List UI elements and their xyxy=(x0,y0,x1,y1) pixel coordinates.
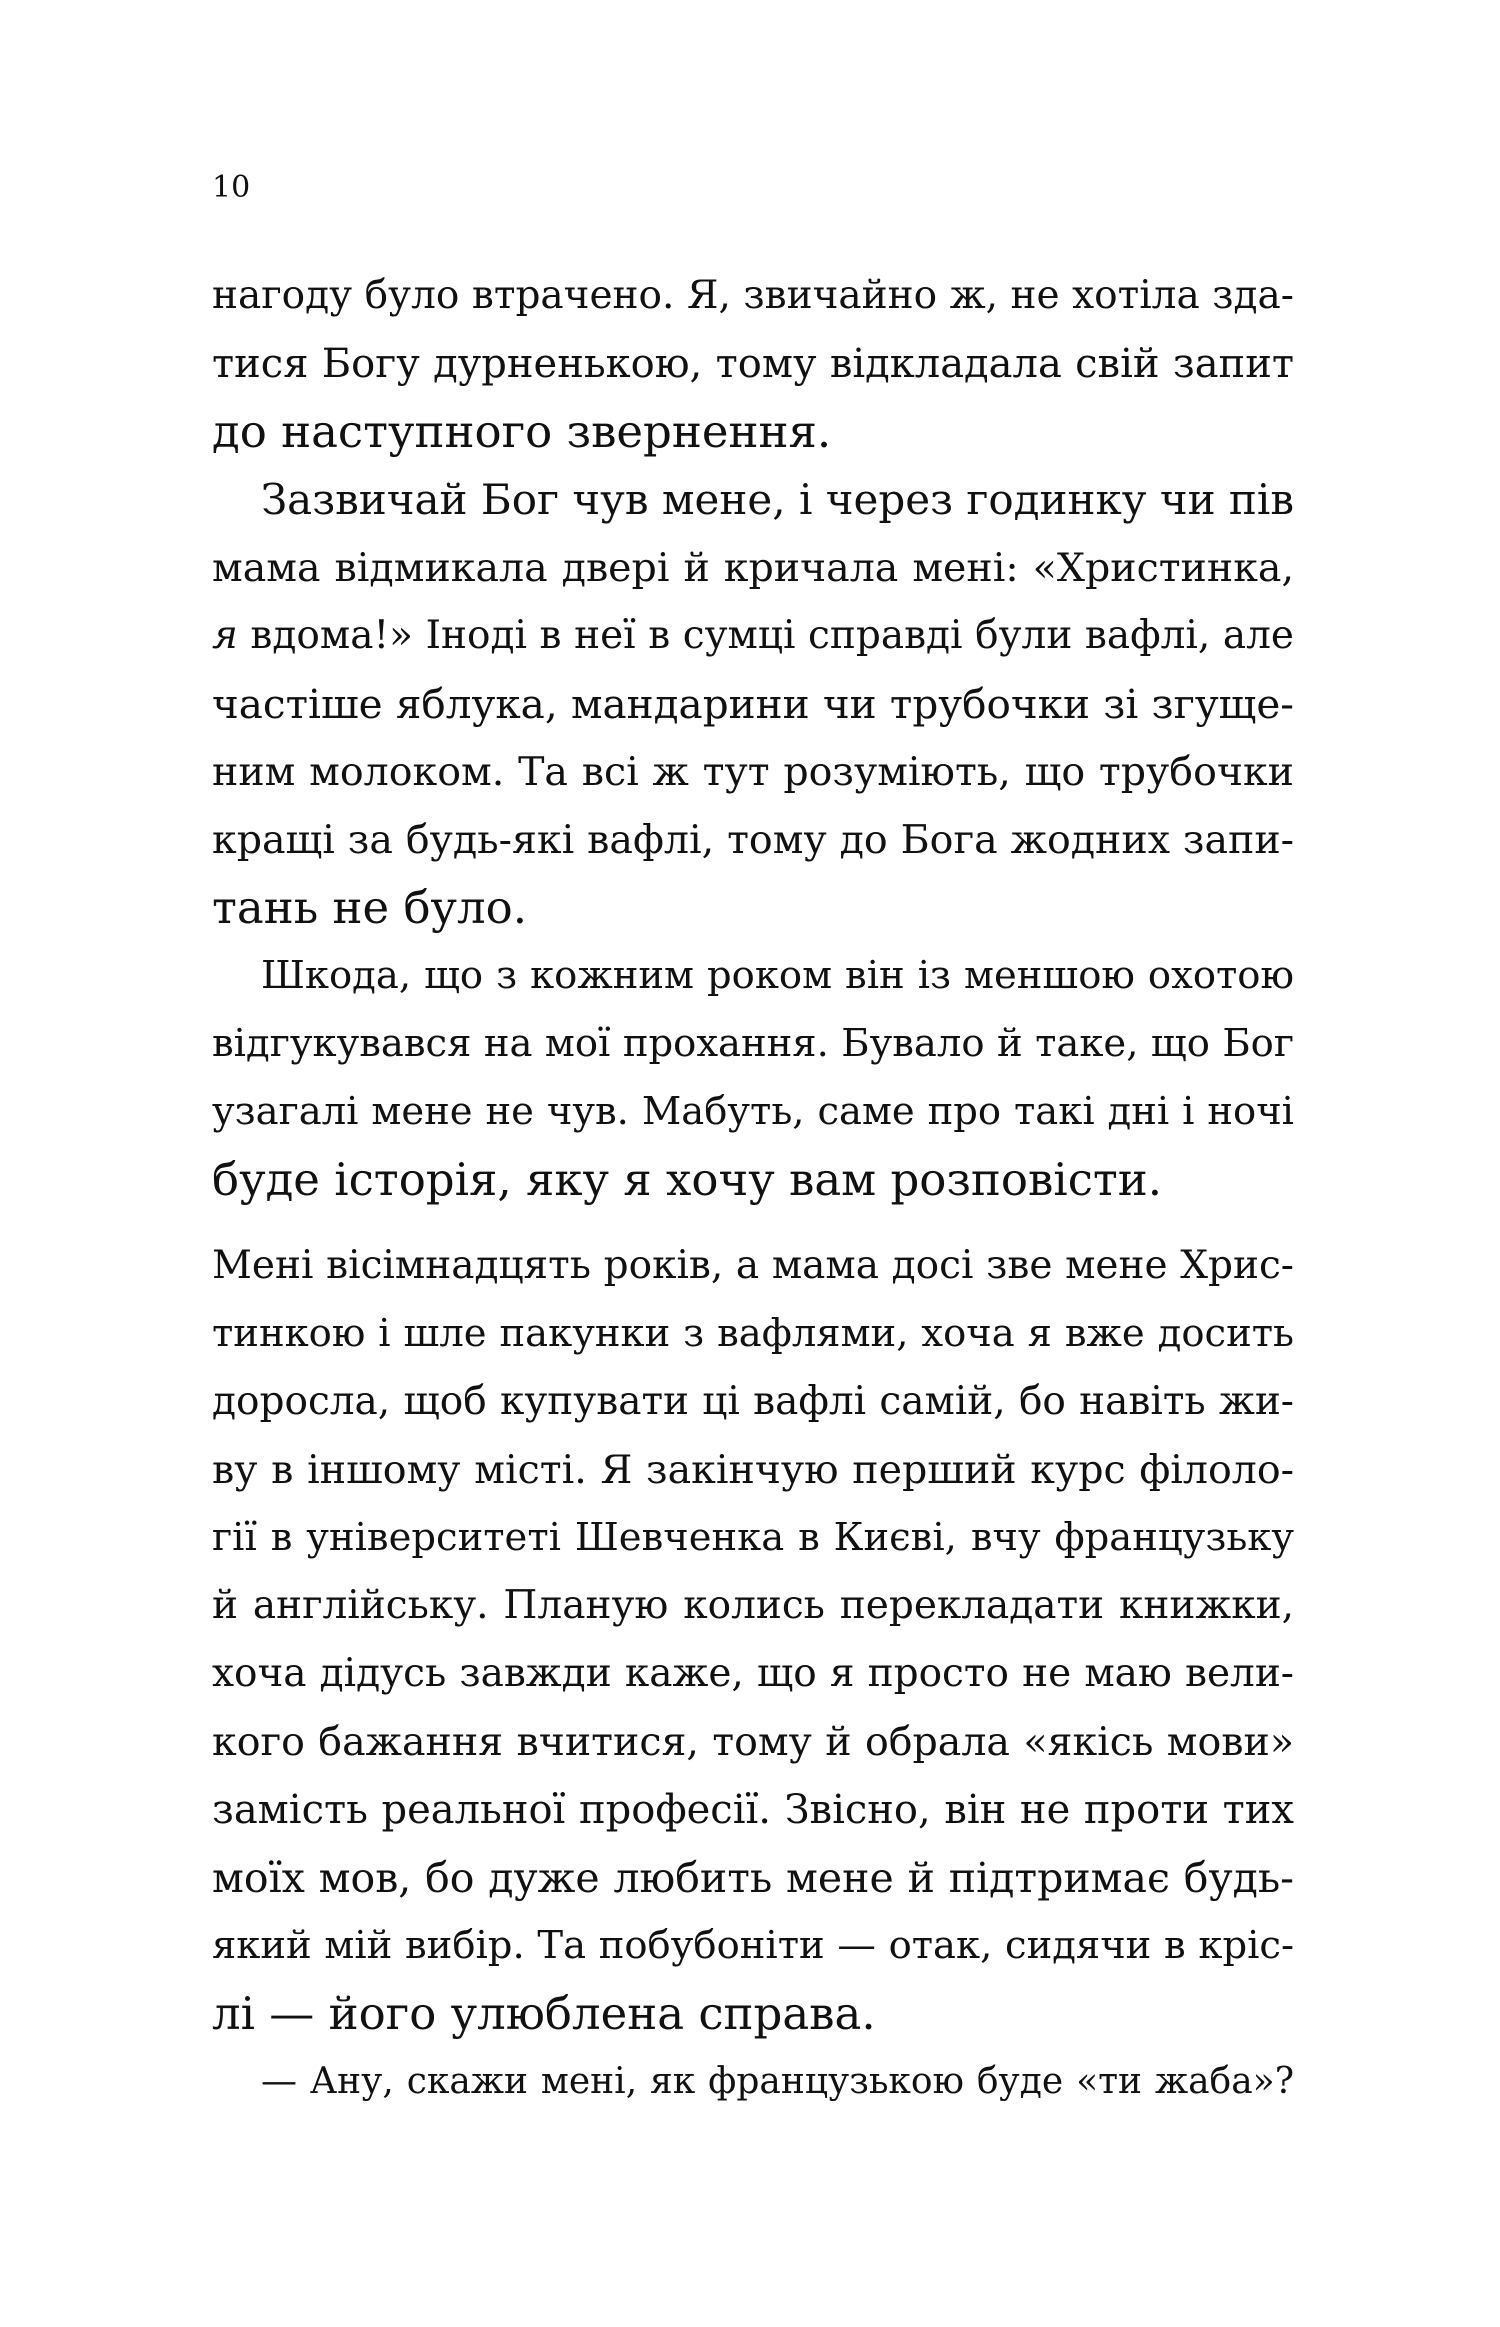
page-number: 10 xyxy=(212,170,251,205)
text-line: ву в іншому місті. Я закінчую перший курс філоло- xyxy=(212,1447,1294,1493)
text-line: кращі за будь-які вафлі, тому до Бога жодних запи- xyxy=(212,817,1294,863)
text-line: — Ану, скажи мені, як французькою буде «ти жаба»? xyxy=(261,2061,1294,2102)
italic-word: я xyxy=(212,613,238,658)
text-line: мама відмикала двері й кричала мені: «Христинка, xyxy=(212,545,1294,591)
text-line: нагоду було втрачено. Я, звичайно ж, не хотіла зда- xyxy=(212,273,1294,318)
text-line: доросла, щоб купувати ці вафлі самій, бо навіть жи- xyxy=(212,1379,1294,1424)
text-line: Мені вісімнадцять років, а мама досі зве мене Хрис- xyxy=(212,1243,1294,1288)
text-line: й англійську. Планую колись перекладати книжки, xyxy=(212,1583,1294,1628)
text-section-1 xyxy=(212,262,1294,1214)
text-line: тань не було. xyxy=(212,881,527,934)
text-line: який мій вибір. Та побубоніти — отак, сидячи в кріс- xyxy=(212,1923,1294,1968)
text-line xyxy=(212,602,1294,670)
text-line: ним молоком. Та всі ж тут розуміють, що трубочки xyxy=(212,749,1294,795)
text-line: гії в університеті Шевченка в Києві, вчу французьку xyxy=(212,1515,1294,1560)
text-line: відгукувався на мої прохання. Бувало й таке, що Бог xyxy=(212,1021,1294,1066)
text-section-2 xyxy=(212,1232,1294,2116)
text-line: лі — його улюблена справа. xyxy=(212,1987,876,2040)
text-line: кого бажання вчитися, тому й обрала «якісь мови» xyxy=(212,1719,1294,1765)
text-line: тинкою і шле пакунки з вафлями, хоча я вже досить xyxy=(212,1311,1294,1356)
text-line: Шкода, що з кожним роком він із меншою охотою xyxy=(261,953,1294,998)
text-line: тися Богу дурненькою, тому відкладала свій запит xyxy=(212,341,1294,387)
text-line: узагалі мене не чув. Мабуть, саме про такі дні і ночі xyxy=(212,1089,1294,1134)
text-line-rest: вдома!» Іноді в неї в сумці справді були вафлі, але xyxy=(250,613,1294,658)
text-line: частіше яблука, мандарини чи трубочки зі згуще- xyxy=(212,680,1294,728)
text-line: хоча дідусь завжди каже, що я просто не маю вели- xyxy=(212,1651,1294,1696)
text-line: замість реальної професії. Звісно, він не проти тих xyxy=(212,1787,1294,1833)
text-line: Зазвичай Бог чув мене, і через годинку чи пів xyxy=(261,475,1294,524)
text-line: буде історія, яку я хочу вам розповісти. xyxy=(212,1153,1163,1206)
text-line: моїх мов, бо дуже любить мене й підтримає будь- xyxy=(212,1854,1294,1902)
text-line: до наступного звернення. xyxy=(212,405,832,458)
